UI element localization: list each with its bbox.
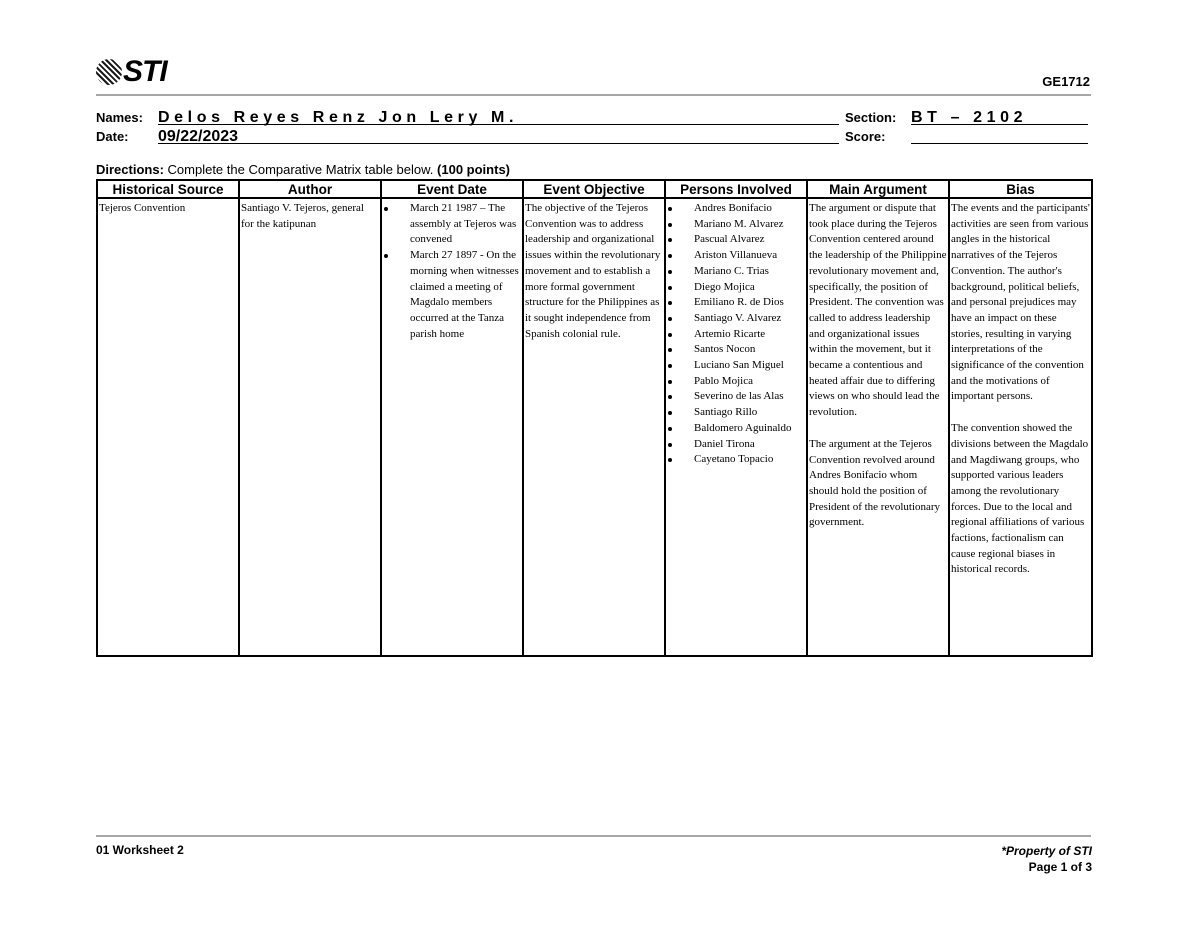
argument-paragraph-1: The argument or dispute that took place during the Tejeros Convention centered around the leadership of the Philippine revolutionary movement and, specifically, the position of President. The convention was called to address leadership and organizational issues within the movement, but it became a contentious and heated affair due to differing views on who should lead the revolution.	[809, 202, 947, 419]
list-item: Ariston Villanueva	[667, 248, 805, 264]
cell-main-argument	[807, 198, 949, 656]
globe-icon	[96, 59, 122, 85]
objective-text: The objective of the Tejeros Convention was to address leadership and organizational issues within the revolutionary movement and to establish a more formal government structure for the Philippines as it sought independence from Spanish colonial rule.	[525, 202, 661, 340]
cell-event-objective	[523, 198, 665, 656]
score-field	[911, 128, 1088, 144]
date-label: Date:	[96, 129, 129, 144]
section-field	[911, 109, 1088, 125]
names-field	[158, 109, 839, 125]
author-text: Santiago V. Tejeros, general for the katipunan	[241, 202, 364, 230]
directions-label: Directions:	[96, 162, 164, 177]
document-code: GE1712	[1042, 74, 1090, 89]
date-value: 09/22/2023	[158, 128, 239, 145]
list-item: Luciano San Miguel	[667, 358, 805, 374]
section-row	[845, 110, 896, 125]
cell-event-date	[381, 198, 523, 656]
header-event-objective: Event Objective	[523, 180, 665, 198]
bias-paragraph-1: The events and the participants' activities are seen from various angles in the historical narratives of the Tejeros Convention. The author's background, political beliefs, and personal prejudices may have an impact on these stories, resulting in varying interpretations of the significance of the convention and the motivations of important persons.	[951, 202, 1090, 403]
header-author: Author	[239, 180, 381, 198]
list-item: Daniel Tirona	[667, 437, 805, 453]
paragraph-gap	[951, 405, 1090, 421]
list-item: Artemio Ricarte	[667, 327, 805, 343]
names-value: Delos Reyes Renz Jon Lery M.	[158, 109, 518, 126]
header-historical-source: Historical Source	[97, 180, 239, 198]
directions-points: (100 points)	[437, 162, 511, 177]
directions	[96, 162, 510, 177]
footer-divider	[96, 835, 1091, 837]
persons-list	[667, 201, 805, 468]
comparative-matrix-table	[96, 179, 1093, 657]
bias-paragraph-2: The convention showed the divisions between the Magdalo and Magdiwang groups, who supported various leaders among the revolutionary forces. Due to the local and regional affiliations of various factions, factionalism can cause regional biases in historical records.	[951, 422, 1089, 576]
list-item: Santos Nocon	[667, 342, 805, 358]
cell-persons-involved	[665, 198, 807, 656]
list-item: Santiago V. Alvarez	[667, 311, 805, 327]
list-item: Emiliano R. de Dios	[667, 295, 805, 311]
header-divider	[96, 94, 1091, 96]
cell-source	[97, 198, 239, 656]
cell-author	[239, 198, 381, 656]
list-item: Santiago Rillo	[667, 405, 805, 421]
list-item: Andres Bonifacio	[667, 201, 805, 217]
names-label: Names:	[96, 110, 143, 125]
list-item: Pascual Alvarez	[667, 232, 805, 248]
list-item: Mariano C. Trias	[667, 264, 805, 280]
table-row	[97, 198, 1092, 656]
property-notice: *Property of STI	[1001, 844, 1092, 858]
date-row	[96, 129, 129, 144]
cell-bias	[949, 198, 1092, 656]
footer-right	[1001, 843, 1092, 875]
names-row	[96, 110, 143, 125]
list-item: Baldomero Aguinaldo	[667, 421, 805, 437]
score-label: Score:	[845, 129, 886, 144]
header-bias: Bias	[949, 180, 1092, 198]
event-date-list	[383, 201, 521, 342]
list-item: Mariano M. Alvarez	[667, 217, 805, 233]
list-item: Diego Mojica	[667, 280, 805, 296]
list-item: March 27 1897 - On the morning when witnesses claimed a meeting of Magdalo members occurred at the Tanza parish home	[383, 248, 521, 342]
paragraph-gap	[809, 421, 947, 437]
header-persons-involved: Persons Involved	[665, 180, 807, 198]
list-item: Cayetano Topacio	[667, 452, 805, 468]
page-number: Page 1 of 3	[1028, 860, 1092, 874]
logo-text: STI	[123, 55, 167, 88]
sti-logo	[96, 56, 167, 88]
list-item: March 21 1987 – The assembly at Tejeros was convened	[383, 201, 521, 248]
header-event-date: Event Date	[381, 180, 523, 198]
list-item: Pablo Mojica	[667, 374, 805, 390]
date-field	[158, 128, 839, 144]
source-text: Tejeros Convention	[99, 202, 186, 214]
header-main-argument: Main Argument	[807, 180, 949, 198]
table-header-row	[97, 180, 1092, 198]
directions-text: Complete the Comparative Matrix table below.	[163, 162, 438, 177]
argument-paragraph-2: The argument at the Tejeros Convention revolved around Andres Bonifacio whom should hold the position of President of the revolutionary government.	[809, 437, 941, 529]
score-row	[845, 129, 885, 144]
section-value: BT – 2102	[911, 109, 1028, 126]
section-label: Section:	[845, 110, 897, 125]
list-item: Severino de las Alas	[667, 389, 805, 405]
footer-worksheet-label: 01 Worksheet 2	[96, 843, 184, 857]
